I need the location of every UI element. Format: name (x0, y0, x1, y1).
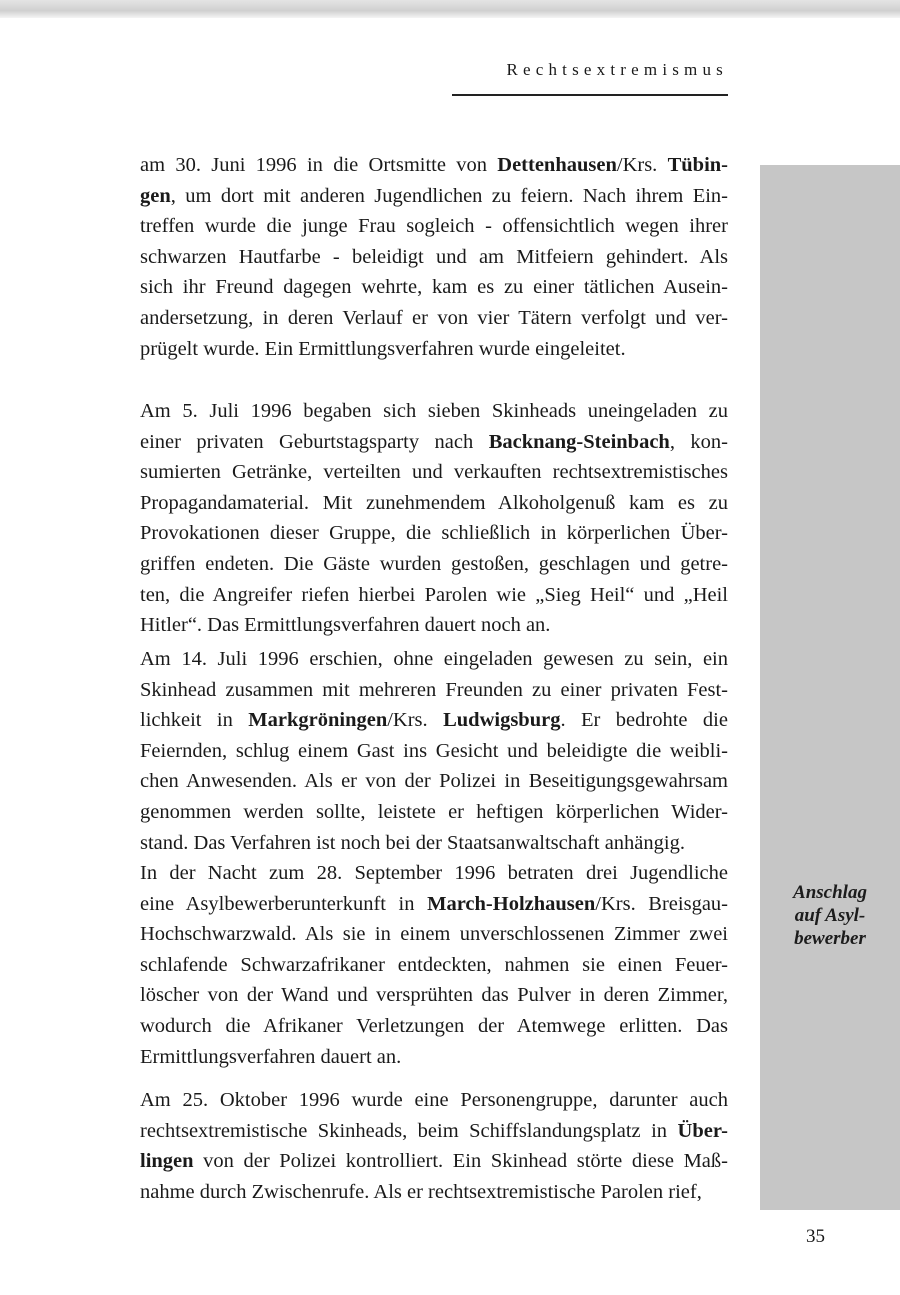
text-segment: . Er bedrohte die (560, 709, 728, 732)
text-line (140, 919, 728, 949)
text-segment: ten, die Angreifer riefen hierbei Parolen wie „Sieg Heil“ und „Heil (140, 583, 728, 606)
text-line (140, 1085, 728, 1115)
text-line (140, 644, 728, 674)
text-segment: eine Asylbewerberunterkunft in (140, 892, 428, 915)
bold-place-name: Tübin- (667, 154, 728, 176)
text-line (140, 705, 728, 735)
text-segment: lichkeit in (140, 709, 249, 732)
text-line (140, 1042, 728, 1072)
text-line (140, 488, 728, 518)
text-segment: von der Polizei kontrolliert. Ein Skinhead störte diese Maß- (193, 1150, 728, 1173)
text-segment: In der Nacht zum 28. September 1996 betraten drei Jugendliche (140, 862, 728, 884)
text-line (140, 580, 728, 610)
text-line (140, 797, 728, 827)
text-line (140, 858, 728, 888)
text-line (140, 610, 728, 640)
text-segment: wodurch die Afrikaner Verletzungen der Atemwege erlitten. Das (140, 1015, 728, 1037)
text-segment: chen Anwesenden. Als er von der Polizei in Beseitigungsgewahrsam (140, 770, 728, 793)
text-line (140, 181, 728, 211)
text-segment: Propagandamaterial. Mit zunehmendem Alkoholgenuß kam es zu (140, 491, 728, 514)
text-segment: Provokationen dieser Gruppe, die schließlich in körperlichen Über- (140, 522, 728, 545)
margin-note (760, 881, 900, 950)
text-line (140, 334, 728, 364)
text-line (140, 828, 728, 858)
text-line (140, 889, 728, 919)
text-segment: /Krs. (616, 154, 668, 176)
text-line (140, 549, 728, 579)
text-segment: schlafende Schwarzafrikaner entdeckten, nahmen sie einen Feuer- (140, 953, 728, 976)
text-segment: schwarzen Hautfarbe - beleidigt und am Mitfeiern gehindert. Als (140, 245, 728, 268)
bold-place-name: March-Holzhausen (427, 892, 596, 915)
margin-note-line: bewerber (794, 928, 866, 949)
text-segment: , kon- (669, 430, 728, 453)
text-line (140, 211, 728, 241)
text-segment: stand. Das Verfahren ist noch bei der Staatsanwaltschaft anhängig. (140, 831, 685, 854)
page-number: 35 (806, 1226, 825, 1247)
text-segment: Ermittlungsverfahren dauert an. (140, 1045, 402, 1068)
text-segment: löscher von der Wand und versprühten das Pulver in deren Zimmer, (140, 984, 728, 1007)
text-segment: Skinhead zusammen mit mehreren Freunden zu einer privaten Fest- (140, 678, 728, 701)
text-line (140, 457, 728, 487)
text-segment: Hitler“. Das Ermittlungsverfahren dauert noch an. (140, 614, 551, 637)
text-segment: Hochschwarzwald. Als sie in einem unverschlossenen Zimmer zwei (140, 923, 728, 946)
text-segment: andersetzung, in deren Verlauf er von vier Tätern verfolgt und ver- (140, 307, 728, 329)
text-segment: treffen wurde die junge Frau sogleich - offensichtlich wegen ihrer (140, 215, 728, 238)
text-line (140, 242, 728, 272)
text-segment: , um dort mit anderen Jugendlichen zu feiern. Nach ihrem Ein- (170, 184, 728, 207)
text-line (140, 303, 728, 333)
text-segment: sich ihr Freund dagegen wehrte, kam es zu einer tätlichen Ausein- (140, 276, 728, 299)
bold-place-name: Über- (677, 1119, 728, 1142)
margin-note-line: Anschlag (793, 882, 867, 903)
text-line (140, 736, 728, 766)
margin-note-line: auf Asyl- (794, 905, 866, 926)
text-line (140, 766, 728, 796)
bold-place-name: Markgröningen (248, 709, 388, 732)
text-line (140, 1116, 728, 1146)
text-line (140, 272, 728, 302)
text-segment: sumierten Getränke, verteilten und verkauften rechtsextremistisches (140, 461, 728, 484)
bold-place-name: gen (140, 184, 171, 207)
text-segment: einer privaten Geburtstagsparty nach (140, 430, 489, 453)
text-segment: griffen endeten. Die Gäste wurden gestoßen, geschlagen und getre- (140, 553, 728, 575)
text-line (140, 427, 728, 457)
text-segment: /Krs. (387, 709, 444, 732)
margin-sidebar (760, 165, 900, 1210)
bold-place-name: Ludwigsburg (443, 709, 561, 732)
text-segment: prügelt wurde. Ein Ermittlungsverfahren wurde eingeleitet. (140, 337, 626, 360)
text-segment: Am 25. Oktober 1996 wurde eine Personengruppe, darunter auch (140, 1089, 728, 1111)
text-segment: am 30. Juni 1996 in die Ortsmitte von (140, 154, 498, 176)
text-line (140, 950, 728, 980)
text-line (140, 518, 728, 548)
text-segment: /Krs. Breisgau- (595, 892, 728, 915)
text-segment: nahme durch Zwischenrufe. Als er rechtsextremistische Parolen rief, (140, 1180, 702, 1203)
text-segment: Am 14. Juli 1996 erschien, ohne eingeladen gewesen zu sein, ein (140, 648, 728, 670)
bold-place-name: lingen (140, 1150, 194, 1173)
text-line (140, 396, 728, 426)
text-line (140, 150, 728, 180)
scan-edge-shadow (0, 0, 900, 18)
text-segment: Feiernden, schlug einem Gast ins Gesicht und beleidigte die weibli- (140, 739, 728, 762)
text-line (140, 1146, 728, 1176)
text-line (140, 675, 728, 705)
text-segment: Am 5. Juli 1996 begaben sich sieben Skinheads uneingeladen zu (140, 400, 728, 422)
running-header: Rechtsextremismus (506, 60, 728, 79)
bold-place-name: Backnang-Steinbach (488, 430, 670, 453)
text-line (140, 1177, 728, 1207)
text-line (140, 980, 728, 1010)
text-segment: genommen werden sollte, leistete er heftigen körperlichen Wider- (140, 801, 728, 823)
text-segment: rechtsextremistische Skinheads, beim Schiffslandungsplatz in (140, 1119, 678, 1142)
text-line (140, 1011, 728, 1041)
bold-place-name: Dettenhausen (497, 154, 617, 176)
header-rule (452, 94, 728, 96)
